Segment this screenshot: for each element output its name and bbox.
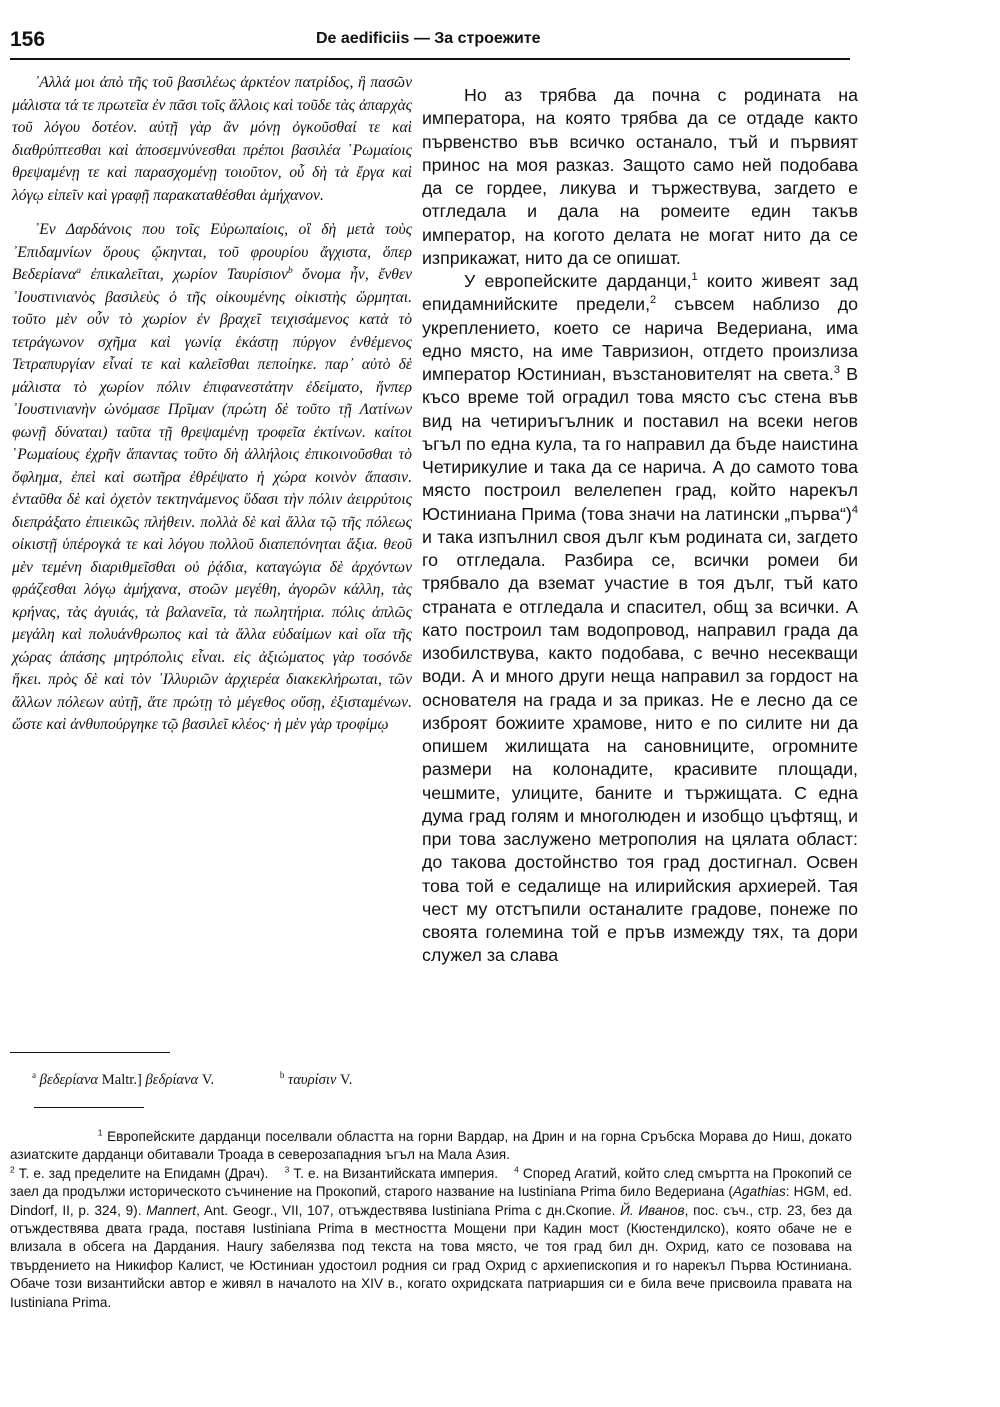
greek-text: ᾽Εν Δαρδάνοις που τοῖς Εὐρωπαίοις, οἳ δὴ μετὰ τοὺς ᾽Επιδαμνίων ὅρους ᾤκηνται, τοῦ φρουρίου ἄγχιστα, ὅπερ Βεδερίανα <box>12 221 412 283</box>
footnote-citation: Й. Иванов <box>620 1202 685 1218</box>
bulgarian-text: У европейските дарданци, <box>464 271 692 291</box>
apparatus-text: Maltr.] <box>98 1072 146 1088</box>
footnote-text: Европейските дарданци поселвали областта на горни Вардар, на Дрин и на горна Сръбска Морава до Ниш, докато азиатските дарданци обитавали Троада в северозападния ъгъл на Мала Азия. <box>10 1129 852 1163</box>
footnote-citation: Agathias <box>732 1184 786 1200</box>
note-mark: b <box>287 264 293 276</box>
bulgarian-paragraph <box>422 270 858 968</box>
critical-apparatus <box>32 1072 412 1089</box>
greek-paragraph: ᾽Αλλά μοι ἀπὸ τῆς τοῦ βασιλέως ἀρκτέον πατρίδος, ἣ πασῶν μάλιστα τά τε πρωτεῖα ἐν πᾶσι τοῖς ἄλλοις καὶ τοῦδε τὰς ἀπαρχὰς τοῦ λόγου δοτέον. αὐτῇ γὰρ ἂν μόνῃ ὀγκοῦσθαί τε καὶ διαθρύπτεσθαι καὶ ἀποσεμνύνεσθαι πρέποι βασιλέα ῾Ρωμαίοις θρεψαμένῃ τε καὶ παρασχομένῃ τοιοῦτον, οὗ δὴ τὰ ἔργα καὶ λόγῳ εἰπεῖν καὶ γραφῇ παρακαταθέσθαι ἀμήχανον. <box>12 74 412 204</box>
bulgarian-column <box>422 84 858 968</box>
footnote-text: , Ant. Geogr., VII, 107, отъждествява Iustiniana Prima с дн.Скопие. <box>196 1202 621 1218</box>
note-mark: a <box>76 264 82 276</box>
variant-reading: ταυρίσιν <box>288 1072 337 1088</box>
footnote-ref: 3 <box>833 364 840 377</box>
footnote-text: Т. е. зад пределите на Епидамн (Драч). <box>14 1165 269 1181</box>
page-number: 156 <box>10 28 46 51</box>
page-header <box>10 28 850 56</box>
bulgarian-text: В късо време той оградил това място със стена във вид на четириъгълник и поставил на всеки негов ъгъл по една кула, та го направил да бъде наистина Четирикулие и така да се нарича. А до самото това място построил велелепен град, който нарекъл Юстиниана Прима (това значи на латински „първа“) <box>422 364 858 524</box>
footnote-mark: 3 <box>284 1164 290 1175</box>
footnote-mark: 2 <box>10 1164 15 1175</box>
footnote-ref: 4 <box>851 503 858 516</box>
footnote-mark: 1 <box>97 1127 103 1138</box>
greek-text: ὄνομα ἦν, ἔνθεν ᾽Ιουστινιανὸς βασιλεὺς ὁ τῆς οἰκουμένης οἰκιστὴς ὥρμηται. τοῦτο μὲν οὖν τὸ χωρίον ἐν βραχεῖ τειχισάμενος κατὰ τὸ τετράγωνον σχῆμα καὶ γωνίᾳ ἑκάστῃ πύργον ἐνθέμενος Τετραπυργίαν εἶναί τε καὶ καλεῖσθαι πεποίηκε. παρ᾽ αὐτὸ δὲ μάλιστα τὸ χωρίον πόλιν ἐπιφανεστάτην ἐδείματο, ἥνπερ ᾽Ιουστινιανὴν ὠνόμασε Πρῖμαν (πρώτη δὲ τοῦτο τῇ Λατίνων φωνῇ δύναται) ταῦτα τῇ θρεψαμένῃ τροφεῖα ἐκτίνων. καίτοι ῾Ρωμαίους ἐχρῆν ἅπαντας τοῦτο δὴ ἀλλήλοις ἐπικοινοῦσθαι τὸ ὄφλημα, ἐπεὶ καὶ σωτῆρα ἐθρέψατο ἡ χώρα κοινὸν ἅπασιν. ἐνταῦθα δὲ καὶ ὀχετὸν τεκτηνάμενος ὕδασι τὴν πόλιν ἀειρρύτοις διεπράξατο ἐπιεικῶς πλήθειν. πολλὰ δὲ καὶ ἄλλα τῷ τῆς πόλεως οἰκιστῇ ὑπέρογκά τε καὶ λόγου πολλοῦ διαπεπόνηται ἄξια. θεοῦ μὲν τεμένη διαριθμεῖσθαι οὐ ῥᾴδια, καταγώγια δὲ ἀρχόντων φράζεσθαι λόγῳ ἀμήχανα, στοῶν μεγέθη, ἀγορῶν κάλλη, τὰς κρήνας, τὰς ἀγυιάς, τὰ βαλανεῖα, τὰ πωλητήρια. πόλις ἁπλῶς μεγάλη καὶ πολυάνθρωπος καὶ τὰ ἄλλα εὐδαίμων καὶ οἵα τῆς χώρας ἁπάσης μητρόπολις εἶναι. εἰς ἀξιώματος γὰρ τοσόνδε ἥκει. πρὸς δὲ καὶ τὸν ᾽Ιλλυριῶν ἀρχιερέα διακεκλήρωται, τῶν ἄλλων πόλεων αὐτῇ, ἅτε πρώτῃ τὸ μέγεθος οὔσῃ, ἐξισταμένων. ὥστε καὶ ἀνθυπούργηκε τῷ βασιλεῖ κλέος· ἡ μὲν γὰρ τροφίμῳ <box>12 266 412 733</box>
footnote-text: Т. е. на Византийската империя. <box>289 1165 498 1181</box>
bulgarian-text: и така изпълнил своя дълг към родината си, загдето го отгледала. Разбира се, всички ромеи би трябвало да вземат участие в тоя дълг, тъй като страната е отгледала и спасител, общ за всички. А като построил там водопровод, направил града да изобилствува, както подобава, с вечно несекващи води. А и много други неща направил за гордост на основателя на града и за приказ. Не е лесно да се изброят божиите храмове, нито е по силите ни да опишем жилищата на сановниците, огромните размери на колонадите, красивите площади, чешмите, улиците, баните и тържищата. С една дума град голям и многолюден и изобщо цъфтящ, и при това заслужено метрополия на цялата област: до такова достойнство тоя град достигнал. Освен това той е седалище на илирийския архиерей. Тая чест му отстъпили останалите градове, понеже по своята големина той е пръв измежду тях, та дори служел за слава <box>422 526 858 966</box>
bulgarian-text: съвсем наблизо до укреплението, което се нарича Ведериана, има едно място, на име Тавризион, отгдето произлиза император Юстиниан, възстановителят на света. <box>422 294 859 384</box>
apparatus-text: V. <box>336 1072 353 1088</box>
footnote <box>10 1165 852 1312</box>
running-title: De aedificiis — За строежите <box>316 30 541 47</box>
footnotes <box>10 1128 852 1312</box>
footnote-text: : HGM, ed. Dindorf, II, p. 324, 9). <box>10 1184 852 1218</box>
note-mark: b <box>279 1070 285 1081</box>
greek-column <box>12 72 412 737</box>
note-mark: a <box>32 1070 37 1081</box>
apparatus-rule <box>10 1052 170 1053</box>
footnote-text: Според Агатий, който след смъртта на Прокопий се заел да продължи историческото съчинение на Прокопий, старого название на Iustiniana Prima било Ведериана ( <box>10 1165 852 1200</box>
footnote-text: , пос. съч., стр. 23, без да отъждествява двата града, поставя Iustiniana Prima в местността Мощени при Кадин мост (Кюстендилско), която обаче не е влизала в обсега на Дардания. Haury забелязва под текста на това място, че тоя град бил дн. Охрид, като се позовава на твърдението на Никифор Калист, че Юстиниан удостоил родния си град Охрид с архиепископия и го нарекъл Първа Юстиниана. Обаче този византийски автор е живял в началото на XIV в., когато охридската патриаршия си е била вече присвоила правата на Iustiniana Prima. <box>10 1202 852 1310</box>
header-rule <box>10 58 850 60</box>
greek-paragraph <box>12 219 412 737</box>
variant-reading: βεδρίανα <box>145 1072 199 1088</box>
apparatus-text: V. <box>198 1072 215 1088</box>
footnote <box>10 1128 852 1165</box>
greek-text: ἐπικαλεῖται, χωρίον Ταυρίσιον <box>81 266 288 283</box>
footnote-mark: 4 <box>514 1164 519 1175</box>
variant-reading: βεδερίανα <box>39 1072 99 1088</box>
footnote-ref: 1 <box>691 271 698 284</box>
bulgarian-text: които живеят зад епидамнийските предели, <box>422 271 859 315</box>
footnote-rule <box>34 1107 144 1108</box>
bulgarian-paragraph: Но аз трябва да почна с родината на императора, на която трябва да се отдаде както първенство във всичко останало, тъй и първият принос на моя разказ. Защото само ней подобава да се гордее, ликува и тържествува, загдето е отгледала и дала на ромеите един такъв император, на когото делата не могат нито да се изприкажат, нито да се опишат. <box>422 85 858 268</box>
footnote-ref: 2 <box>650 294 657 307</box>
footnote-citation: Mannert <box>146 1202 197 1218</box>
